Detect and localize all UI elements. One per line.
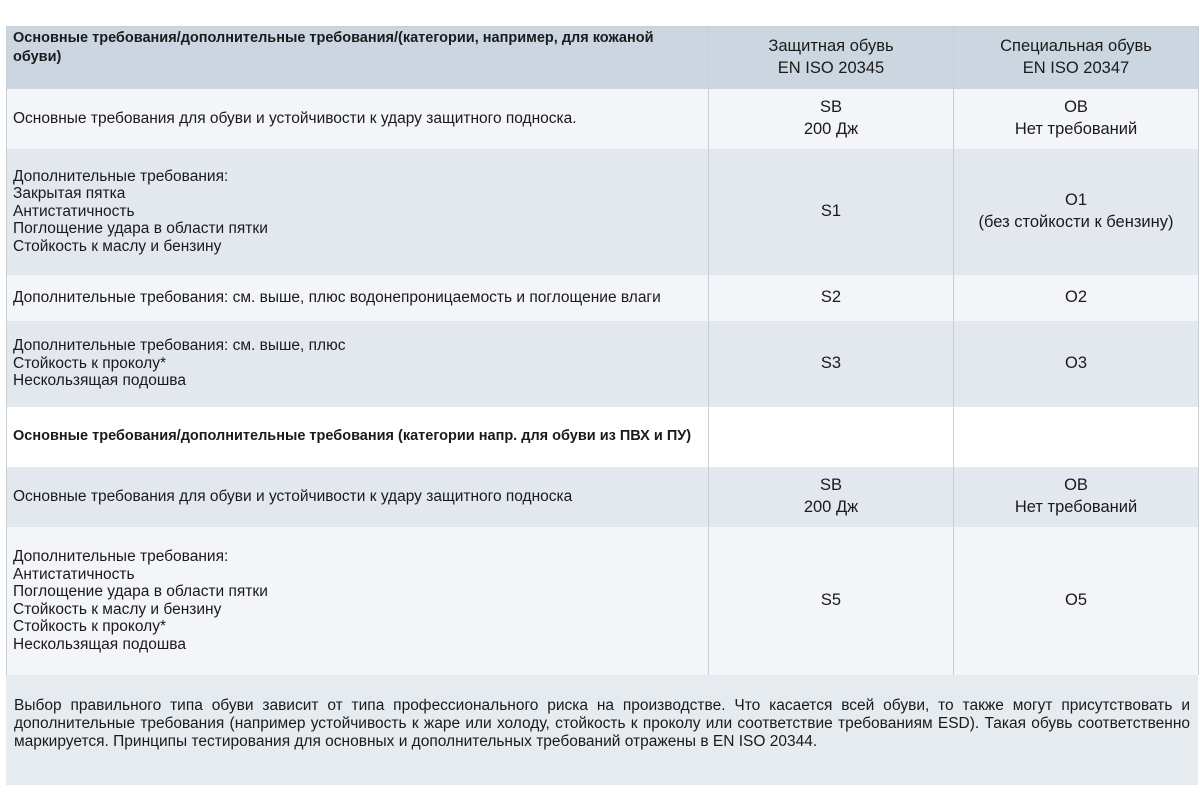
- row-safety-cell: [709, 527, 954, 675]
- row-description: Основные требования для обуви и устойчивости к удару защитного подноска: [13, 487, 573, 505]
- row-special-value: O3: [1064, 353, 1087, 372]
- table-row: [7, 149, 1199, 275]
- row-description: Дополнительные требования: см. выше, плюс водонепроницаемость и поглощение влаги: [13, 288, 661, 306]
- row-special-cell: [954, 467, 1199, 527]
- row-description: Основные требования для обуви и устойчивости к удару защитного подноска.: [13, 109, 577, 127]
- row-safety-value: S5: [820, 590, 842, 609]
- table-row: [7, 275, 1199, 321]
- row-safety-value: S2: [820, 287, 842, 306]
- section-empty-cell: [954, 407, 1199, 467]
- section-title: Основные требования/дополнительные требования (категории напр. для обуви из ПВХ и ПУ): [13, 428, 692, 444]
- header-requirements-cell: [7, 27, 709, 89]
- row-safety-value: S1: [820, 201, 842, 220]
- row-special-cell: [954, 89, 1199, 149]
- row-safety-cell: [709, 321, 954, 407]
- header-special-title: Специальная обувь EN ISO 20347: [1000, 37, 1152, 77]
- row-special-cell: [954, 275, 1199, 321]
- row-special-value: OB Нет требований: [1014, 98, 1138, 138]
- section-empty-cell: [709, 407, 954, 467]
- row-description-cell: [7, 275, 709, 321]
- requirements-table-wrapper: [6, 26, 1198, 675]
- row-special-value: O5: [1064, 590, 1087, 609]
- row-special-value: OB Нет требований: [1014, 476, 1138, 516]
- row-description-cell: [7, 527, 709, 675]
- row-safety-value: SB 200 Дж: [803, 98, 859, 138]
- header-requirements-title: Основные требования/дополнительные требования/(категории, например, для кожаной обуви): [13, 30, 654, 65]
- row-safety-cell: [709, 275, 954, 321]
- table-header-row: [7, 27, 1199, 89]
- row-special-cell: [954, 149, 1199, 275]
- row-safety-cell: [709, 89, 954, 149]
- section-title-cell: [7, 407, 709, 467]
- row-special-value: O2: [1064, 287, 1087, 306]
- row-description-cell: [7, 149, 709, 275]
- row-safety-cell: [709, 467, 954, 527]
- row-special-cell: [954, 321, 1199, 407]
- row-safety-value: S3: [820, 353, 842, 372]
- table-row: [7, 321, 1199, 407]
- header-safety-cell: [709, 27, 954, 89]
- row-description: Дополнительные требования: см. выше, плюс Стойкость к проколу* Нескользящая подошва: [13, 337, 346, 390]
- row-safety-value: SB 200 Дж: [803, 476, 859, 516]
- row-special-cell: [954, 527, 1199, 675]
- row-description-cell: [7, 89, 709, 149]
- row-description: Дополнительные требования: Антистатичность Поглощение удара в области пятки Стойкость к маслу и бензину Стойкость к проколу* Нескользящая подошва: [13, 548, 268, 653]
- table-row: [7, 527, 1199, 675]
- footer-note: [6, 675, 1198, 785]
- header-safety-title: Защитная обувь EN ISO 20345: [768, 37, 894, 77]
- requirements-table: [6, 26, 1199, 675]
- footer-text: Выбор правильного типа обуви зависит от типа профессионального риска на производстве. Что касается всей обуви, то также могут присутствовать и дополнительные требования (например устойчивость к жаре или холоду, стойкость к проколу или соответствие требованиям ESD). Такая обувь соответственно маркируется. Принципы тестирования для основных и дополнительных требований отражены в EN ISO 20344.: [14, 697, 1190, 750]
- header-special-cell: [954, 27, 1199, 89]
- section-title-row: [7, 407, 1199, 467]
- row-special-value: O1 (без стойкости к бензину): [978, 191, 1174, 231]
- row-description: Дополнительные требования: Закрытая пятка Антистатичность Поглощение удара в области пятки Стойкость к маслу и бензину: [13, 167, 268, 255]
- row-description-cell: [7, 321, 709, 407]
- table-row: [7, 467, 1199, 527]
- table-row: [7, 89, 1199, 149]
- row-safety-cell: [709, 149, 954, 275]
- row-description-cell: [7, 467, 709, 527]
